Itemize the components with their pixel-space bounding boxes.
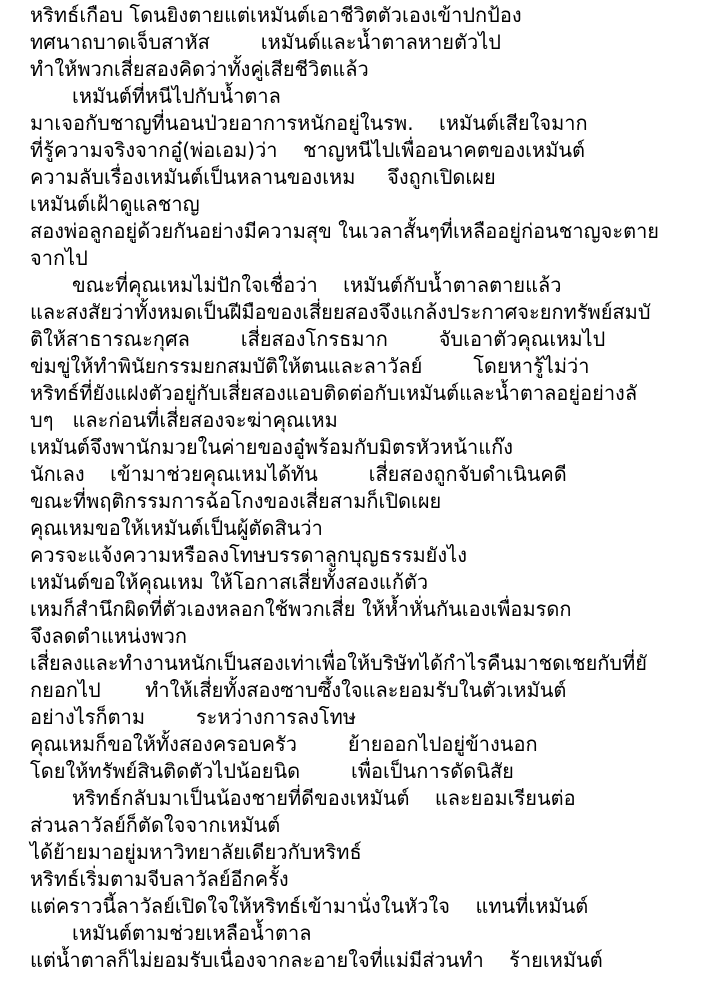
text-line: ควรจะแจ้งความหรือลงโทษบรรดาลูกบุญธรรมยังไง — [30, 543, 467, 567]
text-line: ได้ย้ายมาอยู่มหาวิทยาลัยเดียวกับหริทธ์ — [30, 840, 362, 864]
text-line: อย่างไรก็ตาม ระหว่างการลงโทษ — [30, 705, 357, 729]
text-line: เหมันต์ขอให้คุณเหม ให้โอกาสเสี่ยทั้งสองแก้ตัว — [30, 570, 429, 594]
text-line: ที่รู้ความจริงจากอู๋(พ่อเอม)ว่า ชาญหนีไปเพื่ออนาคตของเหมันต์ — [30, 138, 586, 162]
text-line: หริทธ์เริ่มตามจีบลาวัลย์อีกครั้ง — [30, 867, 289, 891]
text-line: จึงลดตำแหน่งพวก — [30, 624, 187, 648]
text-line: โดยให้ทรัพย์สินติดตัวไปน้อยนิด เพื่อเป็นการดัดนิสัย — [30, 759, 514, 783]
text-line: เสี่ยลงและทำงานหนักเป็นสองเท่าเพื่อให้บริษัทได้กำไรคืนมาชดเชยกับที่ยั — [30, 651, 647, 675]
text-line: ขณะที่พฤติกรรมการฉ้อโกงของเสี่ยสามก็เปิดเผย — [30, 489, 442, 513]
text-line: บๆ และก่อนที่เสี่ยสองจะฆ่าคุณเหม — [30, 408, 338, 432]
text-line: และสงสัยว่าทั้งหมดเป็นฝีมือของเสี่ยยสองจึงแกล้งประกาศจะยกทรัพย์สมบั — [30, 300, 651, 324]
text-line: หริทธ์กลับมาเป็นน้องชายที่ดีของเหมันต์ และยอมเรียนต่อ — [72, 786, 576, 810]
text-line: ส่วนลาวัลย์ก็ตัดใจจากเหมันต์ — [30, 813, 281, 837]
text-line: ข่มขู่ให้ทำพินัยกรรมยกสมบัติให้ตนและลาวัลย์ โดยหารู้ไม่ว่า — [30, 354, 590, 378]
text-line: สองพ่อลูกอยู่ด้วยกันอย่างมีความสุข ในเวลาสั้นๆที่เหลืออยู่ก่อนชาญจะตาย — [30, 219, 660, 243]
text-line: แต่คราวนี้ลาวัลย์เปิดใจให้หริทธ์เข้ามานั่งในหัวใจ แทนที่เหมันต์ — [30, 894, 589, 918]
text-line: ทำให้พวกเสี่ยสองคิดว่าทั้งคู่เสียชีวิตแล้ว — [30, 57, 369, 81]
text-line: คุณเหมขอให้เหมันต์เป็นผู้ตัดสินว่า — [30, 516, 323, 540]
text-line: ขณะที่คุณเหมไม่ปักใจเชื่อว่า เหมันต์กับน้ำตาลตายแล้ว — [72, 273, 562, 297]
text-line: กยอกไป ทำให้เสี่ยทั้งสองซาบซึ้งใจและยอมรับในตัวเหมันต์ — [30, 678, 567, 702]
text-line: มาเจอกับชาญที่นอนป่วยอาการหนักอยู่ในรพ. เหมันต์เสียใจมาก — [30, 111, 588, 135]
text-line: หริทธ์เกือบ โดนยิงตายแต่เหมันต์เอาชีวิตตัวเองเข้าปกป้อง — [30, 3, 522, 27]
text-line: เหมันต์ที่หนีไปกับน้ำตาล — [72, 84, 281, 108]
text-line: ติให้สาธารณะกุศล เสี่ยสองโกรธมาก จับเอาตัวคุณเหมไป — [30, 327, 606, 351]
text-line: คุณเหมก็ขอให้ทั้งสองครอบครัว ย้ายออกไปอยู่ข้างนอก — [30, 732, 538, 756]
text-line: เหมันต์ตามช่วยเหลือน้ำตาล — [72, 921, 312, 945]
text-line: เหมันต์เฝ้าดูแลชาญ — [30, 192, 200, 216]
text-line: จากไป — [30, 246, 88, 270]
text-line: ความลับเรื่องเหมันต์เป็นหลานของเหม จึงถูกเปิดเผย — [30, 165, 496, 189]
text-line: เหมันต์จึงพานักมวยในค่ายของอู๋พร้อมกับมิตรหัวหน้าแก๊ง — [30, 435, 514, 459]
text-line: เหมก็สำนึกผิดที่ตัวเองหลอกใช้พวกเสี่ย ให้ห้ำหั่นกันเองเพื่อมรดก — [30, 597, 572, 621]
text-line: แต่น้ำตาลก็ไม่ยอมรับเนื่องจากละอายใจที่แม่มีส่วนทำ ร้ายเหมันต์ — [30, 948, 603, 972]
text-line: หริทธ์ที่ยังแฝงตัวอยู่กับเสี่ยสองแอบติดต่อกับเหมันต์และน้ำตาลอยู่อย่างลั — [30, 381, 638, 405]
text-line: นักเลง เข้ามาช่วยคุณเหมได้ทัน เสี่ยสองถูกจับดำเนินคดี — [30, 462, 567, 486]
text-line: ทศนาถบาดเจ็บสาหัส เหมันต์และน้ำตาลหายตัวไป — [30, 30, 501, 54]
